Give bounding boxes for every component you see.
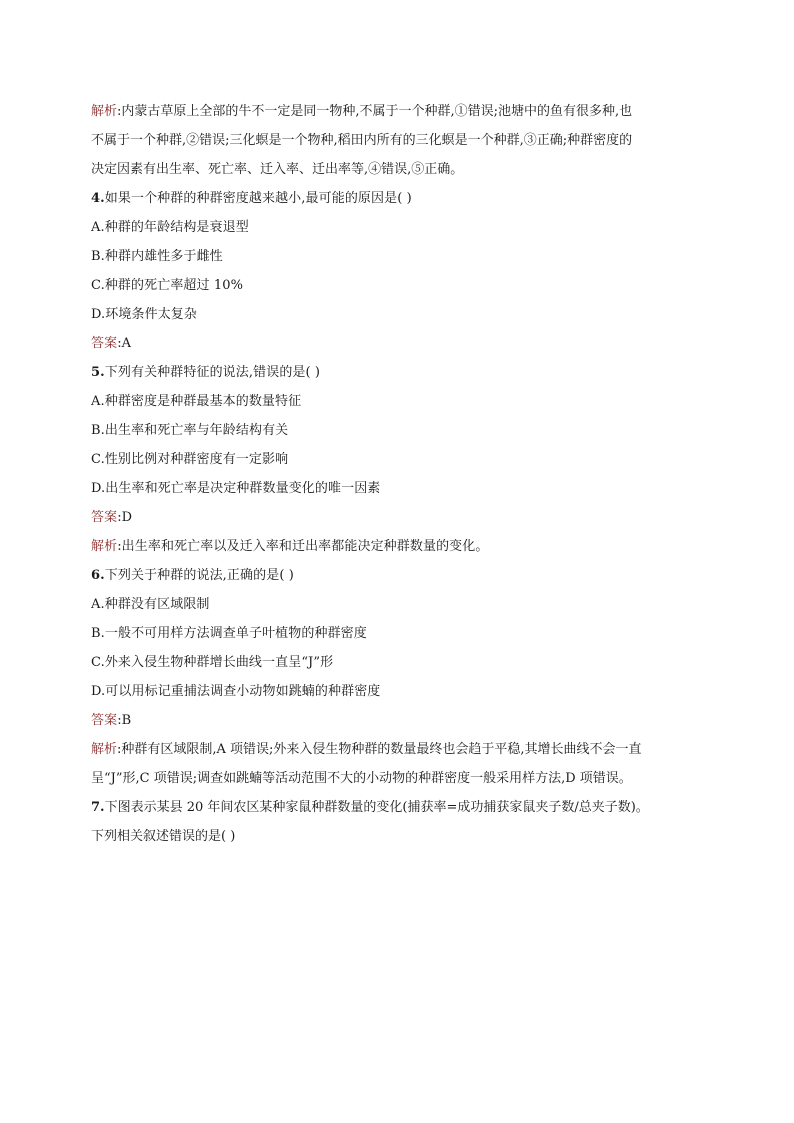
question-4-option-d: D.环境条件太复杂 (91, 307, 197, 322)
question-6-option-d: D.可以用标记重捕法调查小动物如跳蝻的种群密度 (91, 684, 381, 699)
question-5-analysis: 解析:出生率和死亡率以及迁入率和迁出率都能决定种群数量的变化。 (91, 539, 489, 554)
question-6-option-b: B.一般不可用样方法调查单子叶植物的种群密度 (91, 626, 367, 641)
question-5-option-a: A.种群密度是种群最基本的数量特征 (91, 394, 302, 409)
question-4-option-b: B.种群内雄性多于雌性 (91, 249, 223, 264)
question-6-analysis-line: 解析:种群有区域限制,A 项错误;外来入侵生物种群的数量最终也会趋于平稳,其增长曲线不会一直 (91, 742, 642, 757)
document-content (91, 97, 699, 851)
question-5-stem: 5.下列有关种群特征的说法,错误的是( ) (91, 365, 321, 380)
question-4-option-c: C.种群的死亡率超过 10% (91, 278, 244, 293)
question-4-answer: 答案:A (91, 336, 132, 351)
analysis-line: 不属于一个种群,②错误;三化螟是一个物种,稻田内所有的三化螟是一个种群,③正确;种群密度的 (91, 133, 633, 148)
question-4-option-a: A.种群的年龄结构是衰退型 (91, 220, 249, 235)
question-6-answer: 答案:B (91, 713, 132, 728)
question-5-option-d: D.出生率和死亡率是决定种群数量变化的唯一因素 (91, 481, 381, 496)
question-5-answer: 答案:D (91, 510, 133, 525)
question-7-stem: 7.下图表示某县 20 年间农区某种家鼠种群数量的变化(捕获率=成功捕获家鼠夹子数/总夹子数)。 (91, 800, 649, 815)
question-6-option-a: A.种群没有区域限制 (91, 597, 210, 612)
question-4-stem: 4.如果一个种群的种群密度越来越小,最可能的原因是( ) (91, 191, 412, 206)
question-5-option-b: B.出生率和死亡率与年龄结构有关 (91, 423, 289, 438)
analysis-label: 解析 (91, 104, 118, 119)
analysis-line: 解析:内蒙古草原上全部的牛不一定是同一物种,不属于一个种群,①错误;池塘中的鱼有很多种,也 (91, 104, 633, 119)
question-5-option-c: C.性别比例对种群密度有一定影响 (91, 452, 289, 467)
question-6-stem: 6.下列关于种群的说法,正确的是( ) (91, 568, 294, 583)
question-6-option-c: C.外来入侵生物种群增长曲线一直呈“J”形 (91, 655, 334, 670)
question-7-stem-line: 下列相关叙述错误的是( ) (91, 829, 236, 844)
question-6-analysis-line: 呈“J”形,C 项错误;调查如跳蝻等活动范围不大的小动物的种群密度一般采用样方法,D 项错误。 (91, 771, 632, 786)
analysis-line: 决定因素有出生率、死亡率、迁入率、迁出率等,④错误,⑤正确。 (91, 162, 464, 177)
